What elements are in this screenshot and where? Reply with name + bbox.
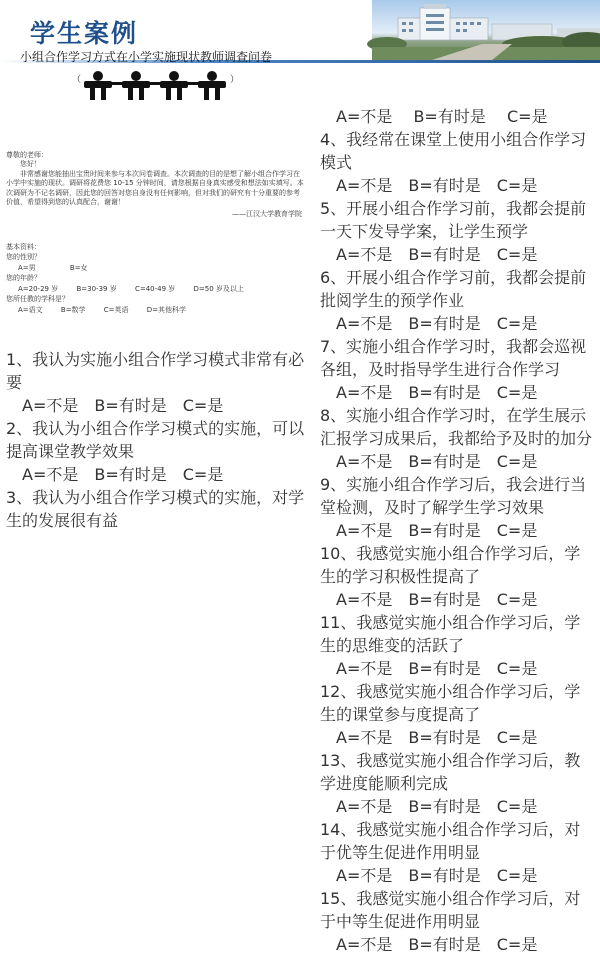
- subject-option-d: D=其他科学: [146, 305, 187, 314]
- answer-option-c: C=是: [496, 452, 538, 471]
- survey-title: 小组合作学习方式在小学实施现状教师调查问卷: [20, 50, 273, 64]
- gender-options: [6, 264, 306, 273]
- question-item: 1、我认为实施小组合作学习模式非常有必要: [6, 350, 305, 392]
- salutation: 尊敬的老师：: [6, 151, 48, 159]
- slide-title: 学生案例: [30, 19, 139, 48]
- answer-option-a: A=不是: [336, 659, 393, 678]
- answer-options: [320, 242, 592, 265]
- question-list-left: [6, 347, 306, 531]
- answer-option-b: B=有时是: [408, 728, 481, 747]
- question-item: 10、我感觉实施小组合作学习后，学生的学习积极性提高了: [320, 544, 581, 586]
- gender-option-b: B=女: [69, 263, 88, 272]
- answer-option-b: B=有时是: [94, 396, 167, 415]
- question-item: 8、实施小组合作学习时，在学生展示汇报学习成果后，我都给予及时的加分: [320, 406, 593, 448]
- subject-option-c: C=英语: [103, 305, 129, 314]
- question-list-right: [320, 104, 592, 955]
- age-option-c: C=40-49 岁: [134, 284, 176, 293]
- answer-options: [320, 449, 592, 472]
- answer-option-c: C=是: [496, 176, 538, 195]
- answer-option-b: B=有时是: [408, 452, 481, 471]
- answer-options: [320, 794, 592, 817]
- paren-right: ）: [230, 75, 240, 85]
- question-item: 15、我感觉实施小组合作学习后，对于中等生促进作用明显: [320, 889, 581, 931]
- answer-option-c: C=是: [496, 797, 538, 816]
- intro-block: [6, 151, 306, 219]
- answer-option-b: B=有时是: [408, 521, 481, 540]
- intro-text: 非常感谢您能抽出宝贵时间来参与本次问卷调查。本次调查的目的是想了解小组合作学习在小学中实施的现状。调研将花费您 10-15 分钟时间，请您根据自身真实感受和想法如实填写。本次调研为不记名调研，因此您的回答对您自身没有任何影响，但对我们的研究有十分重要的参考价值，希望得到您的认真配合，谢谢！: [6, 169, 304, 207]
- basic-title: 基本资料：: [6, 243, 41, 251]
- answer-option-b: B=有时是: [408, 245, 481, 264]
- answer-options: [320, 311, 592, 334]
- question-item: 7、实施小组合作学习时，我都会巡视各组，及时指导学生进行合作学习: [320, 337, 587, 379]
- answer-option-c: C=是: [496, 383, 538, 402]
- campus-photo: [372, 0, 600, 60]
- question-item: 6、开展小组合作学习前，我都会提前批阅学生的预学作业: [320, 268, 587, 310]
- answer-options: [6, 462, 306, 485]
- answer-option-b: B=有时是: [408, 383, 481, 402]
- answer-option-c: C=是: [496, 245, 538, 264]
- answer-option-a: A=不是: [336, 176, 393, 195]
- answer-option-b: B=有时是: [408, 797, 481, 816]
- age-question: 您的年龄？: [6, 274, 41, 283]
- answer-option-a: A=不是: [336, 728, 393, 747]
- answer-option-c: C=是: [496, 866, 538, 885]
- answer-option-c: C=是: [506, 107, 548, 126]
- answer-options: [320, 173, 592, 196]
- answer-option-c: C=是: [496, 521, 538, 540]
- answer-option-a: A=不是: [336, 797, 393, 816]
- signature: ——江汉大学教育学院: [232, 209, 302, 218]
- answer-options: [320, 587, 592, 610]
- answer-options: [320, 932, 592, 955]
- subject-question: 您所任教的学科是？: [6, 295, 69, 304]
- subject-option-a: A=语文: [18, 305, 43, 314]
- age-option-a: A=20-29 岁: [18, 284, 59, 293]
- question-item: 5、开展小组合作学习前，我都会提前一天下发导学案，让学生预学: [320, 199, 587, 241]
- question-item: 14、我感觉实施小组合作学习后，对于优等生促进作用明显: [320, 820, 581, 862]
- greeting: 您好！: [20, 160, 41, 169]
- answer-options: [320, 518, 592, 541]
- answer-option-c: C=是: [496, 590, 538, 609]
- question-item: 9、实施小组合作学习后，我会进行当堂检测，及时了解学生学习效果: [320, 475, 587, 517]
- basic-info: [6, 243, 306, 316]
- answer-options: [320, 863, 592, 886]
- subject-option-b: B=数学: [60, 305, 86, 314]
- campus-building-image: [372, 0, 600, 60]
- answer-option-a: A=不是: [336, 383, 393, 402]
- answer-option-a: A=不是: [336, 107, 393, 126]
- answer-option-b: B=有时是: [94, 465, 167, 484]
- answer-options: [320, 656, 592, 679]
- answer-option-b: B=有时是: [408, 590, 481, 609]
- answer-options: [320, 725, 592, 748]
- gender-option-a: A=男: [18, 263, 36, 272]
- answer-option-c: C=是: [182, 465, 224, 484]
- answer-option-c: C=是: [496, 935, 538, 954]
- answer-option-b: B=有时是: [408, 659, 481, 678]
- question-item: 12、我感觉实施小组合作学习后，学生的课堂参与度提高了: [320, 682, 581, 724]
- answer-option-c: C=是: [496, 659, 538, 678]
- answer-option-a: A=不是: [336, 314, 393, 333]
- answer-option-a: A=不是: [22, 396, 79, 415]
- answer-option-a: A=不是: [336, 521, 393, 540]
- answer-option-a: A=不是: [336, 935, 393, 954]
- question-item: 4、我经常在课堂上使用小组合作学习模式: [320, 130, 587, 172]
- answer-options: [320, 104, 592, 127]
- answer-option-a: A=不是: [336, 590, 393, 609]
- answer-options: [6, 393, 306, 416]
- answer-option-b: B=有时是: [408, 866, 481, 885]
- subject-options: [6, 306, 306, 315]
- answer-option-c: C=是: [496, 728, 538, 747]
- question-item: 13、我感觉实施小组合作学习后，教学进度能顺利完成: [320, 751, 581, 793]
- answer-option-a: A=不是: [22, 465, 79, 484]
- answer-option-b: B=有时是: [408, 176, 481, 195]
- question-item: 3、我认为小组合作学习模式的实施，对学生的发展很有益: [6, 488, 305, 530]
- age-options: [6, 285, 306, 294]
- answer-option-c: C=是: [496, 314, 538, 333]
- answer-option-b: B=有时是: [413, 107, 486, 126]
- answer-option-b: B=有时是: [408, 935, 481, 954]
- answer-option-b: B=有时是: [408, 314, 481, 333]
- paren-left: （: [72, 75, 82, 85]
- age-option-d: D=50 岁及以上: [193, 284, 244, 293]
- answer-option-a: A=不是: [336, 866, 393, 885]
- gender-question: 您的性别？: [6, 253, 41, 262]
- answer-options: [320, 380, 592, 403]
- answer-option-a: A=不是: [336, 452, 393, 471]
- question-item: 11、我感觉实施小组合作学习后，学生的思维变的活跃了: [320, 613, 581, 655]
- answer-option-c: C=是: [182, 396, 224, 415]
- answer-option-a: A=不是: [336, 245, 393, 264]
- age-option-b: B=30-39 岁: [76, 284, 117, 293]
- question-item: 2、我认为小组合作学习模式的实施，可以提高课堂教学效果: [6, 419, 305, 461]
